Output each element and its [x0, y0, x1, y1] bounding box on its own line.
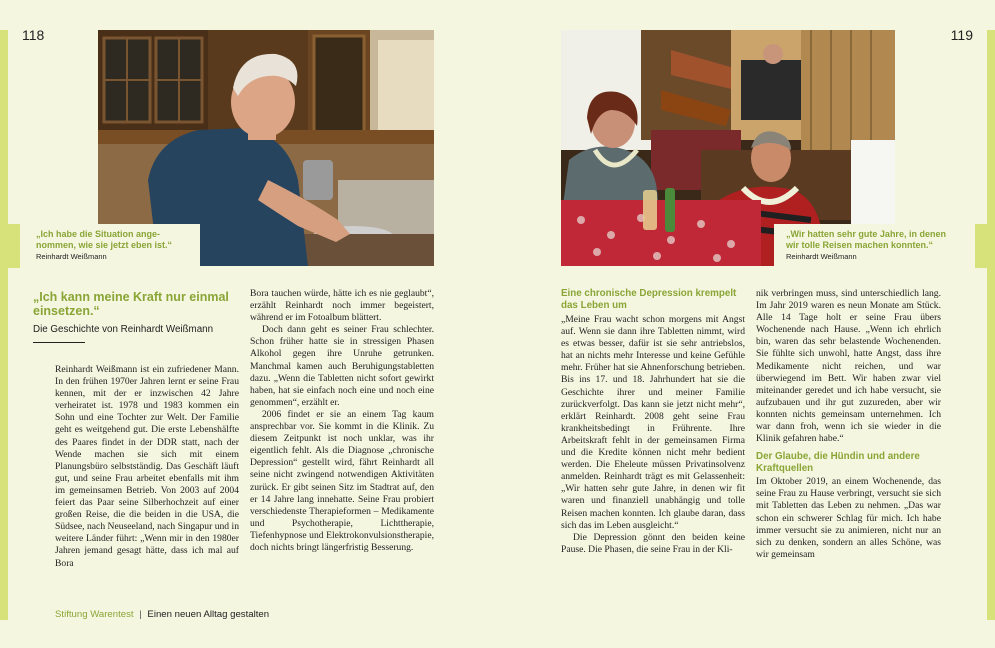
paragraph: Bora tauchen würde, hätte ich es nie geglaubt“, erzählt Reinhardt noch immer begeistert, während er im Fotoalbum blättert. [250, 288, 434, 324]
caption-quote-right: „Wir hatten sehr gute Jahre, in denen wir tolle Reisen machen konnten.“ [786, 229, 946, 250]
page-footer [55, 609, 269, 620]
paragraph: nik verbringen muss, sind unterschiedlich lang. Im Jahr 2019 waren es neun Monate am Stück. Alle 14 Tage holt er seine Frau übers Wochenende nach Hause. „Wenn ich ehrlich bin, waren das sehr belastende Wochenenden. Sie fühlte sich unwohl, hatte Angst, dass ihre Medikamente nicht reichen, und war überwiegend im Bett. Wir haben zwar viel miteinander geredet und ich habe versucht, sie aufzubauen und ihr gut zuzureden, aber wir konnten nichts gemeinsam unternehmen. Ich war dann froh, wenn ich sie wieder in die Klinik gefahren habe.“ [756, 288, 941, 445]
footer-title: Einen neuen Alltag gestalten [147, 609, 270, 620]
section-heading-depression: Eine chronische Depression krempelt das Leben um [561, 288, 737, 311]
photo-caption-left [24, 224, 200, 266]
left-edge-bar [0, 30, 8, 620]
headline-rule [33, 342, 85, 343]
paragraph: Die Depression gönnt den beiden keine Pause. Die Phasen, die seine Frau in der Kli- [561, 531, 745, 555]
footer-brand: Stiftung Warentest [55, 609, 134, 620]
photo-caption-right [774, 224, 966, 266]
page-number-right: 119 [950, 27, 973, 43]
caption-author-right: Reinhardt Weißmann [786, 252, 857, 261]
left-edge-notch [0, 224, 20, 268]
paragraph: Reinhardt Weißmann ist ein zufriedener Mann. In den frühen 1970er Jahren lernt er seine Frau kennen, mit der er inzwischen 42 Jahre verheiratet ist. 1978 und 1983 kommen ein Sohn und eine Tochter zur Welt. Der Familie geht es weitgehend gut. Die erste Lebenshälfte des Paares findet in der DDR statt, nach der Wende machen sie sich mit einem Planungsbüro selbstständig. Das Geschäft läuft gut, und seine Frau arbeitet ebenfalls mit ihm im gemeinsamen Betrieb. Von 2003 auf 2004 feiert das Paar seine Silberhochzeit auf einer großen Reise, die die beiden in die USA, die Südsee, nach Neuseeland, nach Singapur und in weitere Länder führt: „Wenn mir in den 1980er Jahren jemand gesagt hätte, dass ich mal auf Bora [55, 364, 239, 569]
article-subline: Die Geschichte von Reinhardt Weißmann [33, 324, 214, 335]
text-column-1 [55, 364, 239, 570]
section-heading-faith: Der Glaube, die Hündin und andere Kraftquellen [756, 451, 920, 474]
footer-separator: | [139, 609, 142, 620]
text-column-2 [250, 288, 434, 554]
text-column-4 [756, 288, 941, 561]
right-edge-bar [987, 30, 995, 620]
page-number-left: 118 [22, 27, 45, 43]
paragraph: Im Oktober 2019, an einem Wochenende, das seine Frau zu Hause verbringt, versucht sie sich mit Tabletten das Leben zu nehmen. „Das war schon ein schwerer Schlag für mich. Ich habe immer versucht sie zu animieren, nicht nur an sich zu denken, sondern an alles Schöne, was wir gemeinsam [756, 476, 941, 560]
article-headline: „Ich kann meine Kraft nur einmal einsetzen.“ [33, 290, 229, 318]
caption-quote-left: „Ich habe die Situation angenommen, wie sie jetzt eben ist.“ [36, 229, 173, 250]
caption-author-left: Reinhardt Weißmann [36, 252, 107, 261]
paragraph: „Meine Frau wacht schon morgens mit Angst auf. Wenn sie dann ihre Tabletten nimmt, wird es etwas besser, dafür ist sie sehr antriebslos, hat an nichts mehr Interesse und keine Gefühle mehr. Früher hat sie Ahnenforschung betrieben. Bis ins 17. und 18. Jahrhundert hat sie die Geschichte ihrer und meiner Familie zurückverfolgt. Das kann sie jetzt nicht mehr“, erklärt Reinhardt. 2008 geht seine Frau krankheitsbedingt in Frührente. Ihre Arbeitskraft fehlt in der gemeinsamen Firma und die Kredite können nicht mehr bedient werden. Die Eheleute müssen Privatinsolvenz anmelden. Reinhardt trägt es mit Gelassenheit: „Wir hatten sehr gute Jahre, in denen wir fit waren und finanziell unabhängig und tolle Reisen machen konnten. Ich glaube daran, dass sich das im Leben ausgleicht.“ [561, 314, 745, 531]
text-column-3 [561, 314, 745, 556]
paragraph: 2006 findet er sie an einem Tag kaum ansprechbar vor. Sie kommt in die Klinik. Zu diesem Zeitpunkt ist noch unklar, was ihr eigentlich fehlt. Als die Diagnose „chronische Depression“ gestellt wird, fährt Reinhardt all seine nicht zwingend notwendigen Aktivitäten zurück. Er gibt seinen Sitz im Stadtrat auf, den er 14 Jahre lang innehatte. Seine Frau probiert verschiedenste Therapieformen – Medikamente und Psychotherapie, Lichttherapie, Tiefenhypnose und Elektrokonvulsionstherapie, doch nichts bringt längerfristig Besserung. [250, 408, 434, 553]
right-edge-notch [975, 224, 995, 268]
paragraph: Doch dann geht es seiner Frau schlechter. Schon früher hatte sie in stressigen Phasen Alkohol gegen ihre Unruhe getrunken. Manchmal kamen auch Beruhigungstabletten dazu. „Wenn die Tabletten nicht sofort gewirkt haben, hat sie einfach noch eine und noch eine genommen“, erzählt er. [250, 324, 434, 408]
